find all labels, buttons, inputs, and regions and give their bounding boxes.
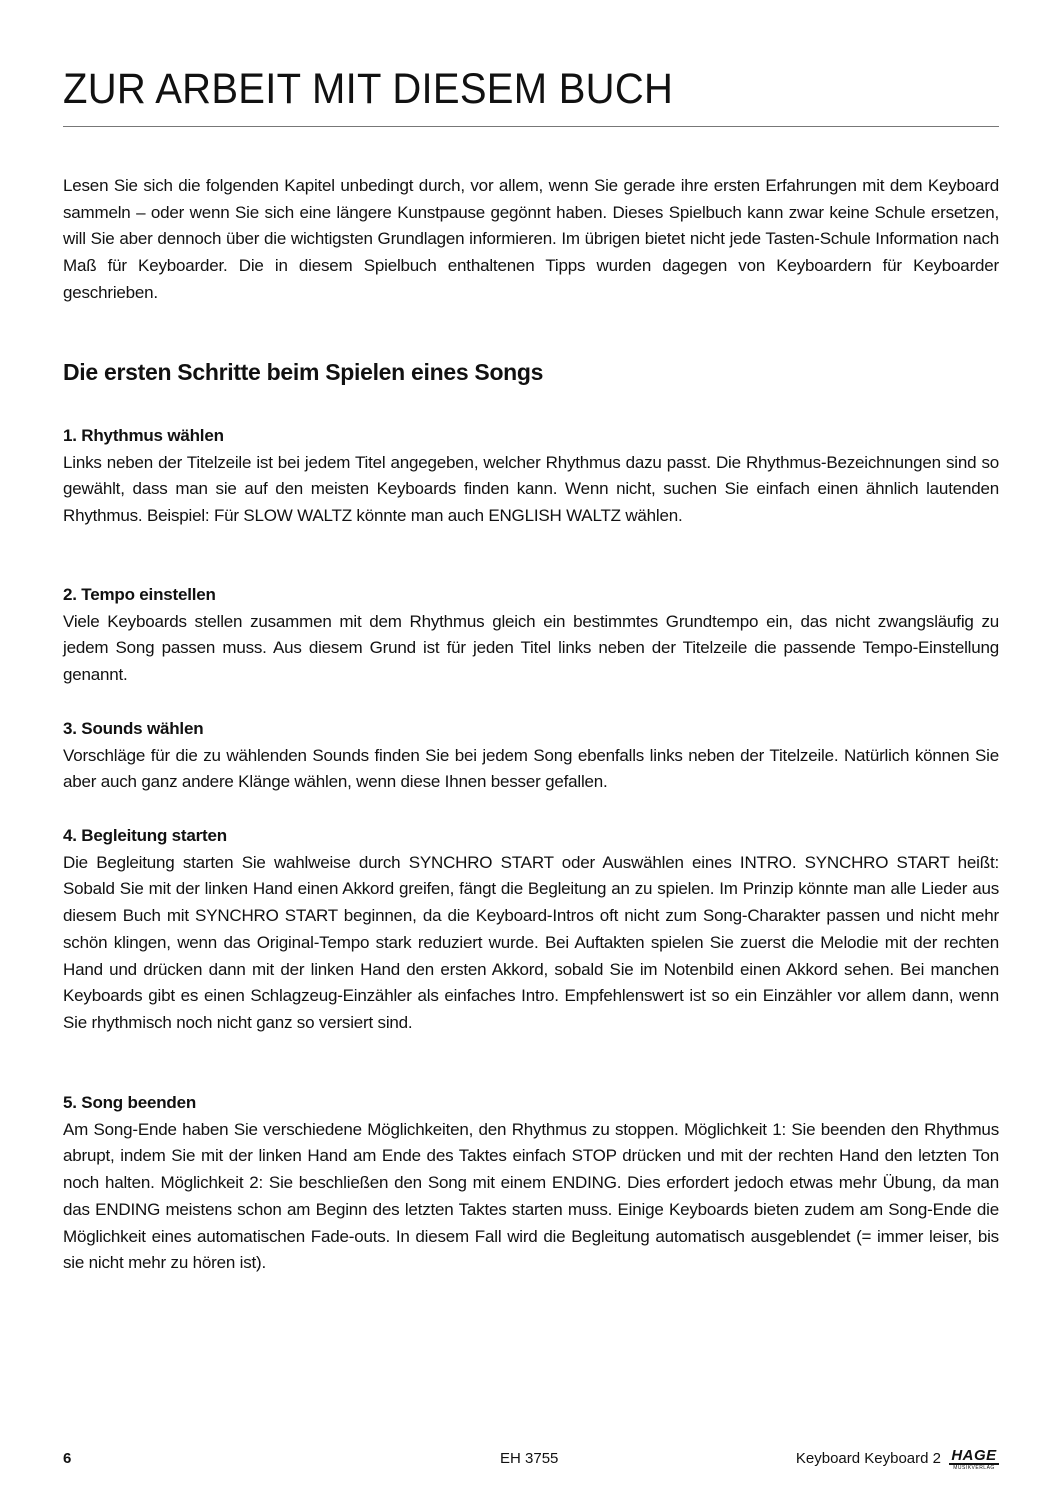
step-ending <box>63 1090 999 1277</box>
section-heading: Die ersten Schritte beim Spielen eines Songs <box>63 359 544 385</box>
logo-subtext: MUSIKVERLAG <box>953 1465 995 1471</box>
page-footer <box>63 1448 999 1472</box>
step-sounds <box>63 716 999 796</box>
step-heading: 3. Sounds wählen <box>63 719 204 738</box>
step-body: Die Begleitung starten Sie wahlweise durch SYNCHRO START oder Auswählen eines INTRO. SYNCHRO START heißt: Sobald Sie mit der linken Hand einen Akkord greifen, fängt die Begleitung an zu spielen. Im Prinzip könnte man alle Lieder aus diesem Buch mit SYNCHRO START beginnen, da die Keyboard-Intros oft nicht zum Song-Charakter passen und nicht mehr schön klingen, wenn das Original-Tempo stark reduziert wurde. Bei Auftakten spielen Sie zuerst die Melodie mit der rechten Hand und drücken dann mit der linken Hand den ersten Akkord, sobald Sie im Notenbild einen Akkord sehen. Bei manchen Keyboards gibt es einen Schlagzeug-Einzähler als einfaches Intro. Empfehlenswert ist so ein Einzähler vor allem dann, wenn Sie rhythmisch noch nicht ganz so versiert sind. <box>63 852 999 1032</box>
intro-paragraph: Lesen Sie sich die folgenden Kapitel unbedingt durch, vor allem, wenn Sie gerade ihre ersten Erfahrungen mit dem Keyboard sammeln – oder wenn Sie sich eine längere Kunstpause gegönnt haben. Dieses Spielbuch kann zwar keine Schule ersetzen, will Sie aber dennoch über die wichtigsten Grundlagen informieren. Im übrigen bietet nicht jede Tasten-Schule Information nach Maß für Keyboarder. Die in diesem Spielbuch enthaltenen Tipps wurden dagegen von Keyboardern für Keyboarder geschrieben. <box>63 176 999 302</box>
step-body: Links neben der Titelzeile ist bei jedem Titel angegeben, welcher Rhythmus dazu passt. Die Rhythmus-Bezeichnungen sind so gewählt, dass man sie auf den meisten Keyboards finden kann. Wenn nicht, suchen Sie einfach einen ähnlich lautenden Rhythmus. Beispiel: Für SLOW WALTZ könnte man auch ENGLISH WALTZ wählen. <box>63 452 999 526</box>
step-heading: 1. Rhythmus wählen <box>63 426 224 445</box>
step-heading: 4. Begleitung starten <box>63 826 227 845</box>
step-heading: 2. Tempo einstellen <box>63 585 216 604</box>
step-accompaniment <box>63 823 999 1037</box>
step-rhythm <box>63 423 999 530</box>
book-title: Keyboard Keyboard 2 <box>795 1450 941 1467</box>
step-tempo <box>63 582 999 689</box>
logo-word: HAGE <box>949 1448 999 1465</box>
catalog-number: EH 3755 <box>500 1450 559 1467</box>
title-divider <box>63 126 999 127</box>
step-body: Am Song-Ende haben Sie verschiedene Möglichkeiten, den Rhythmus zu stoppen. Möglichkeit 1: Sie beenden den Rhythmus abrupt, indem Sie mit der linken Hand am Ende des Taktes einfach STOP drücken und mit der rechten Hand den letzten Ton noch halten. Möglichkeit 2: Sie beschließen den Song mit einem ENDING. Dies erfordert jedoch etwas mehr Übung, da man das ENDING meistens schon am Beginn des letzten Taktes starten muss. Einige Keyboards bieten zudem am Song-Ende die Möglichkeit eines automatischen Fade-outs. In diesem Fall wird die Begleitung automatisch ausgeblendet (= immer leiser, bis sie nicht mehr zu hören ist). <box>63 1119 999 1273</box>
page-number: 6 <box>63 1450 72 1467</box>
step-heading: 5. Song beenden <box>63 1093 197 1112</box>
publisher-logo <box>949 1448 999 1472</box>
step-body: Vorschläge für die zu wählenden Sounds finden Sie bei jedem Song ebenfalls links neben der Titelzeile. Natürlich können Sie aber auch ganz andere Klänge wählen, wenn diese Ihnen besser gefallen. <box>63 745 999 792</box>
step-body: Viele Keyboards stellen zusammen mit dem Rhythmus gleich ein bestimmtes Grundtempo ein, das nicht zwangsläufig zu jedem Song passen muss. Aus diesem Grund ist für jeden Titel links neben der Titelzeile die passende Tempo-Einstellung genannt. <box>63 611 999 685</box>
page-title: ZUR ARBEIT MIT DIESEM BUCH <box>63 65 674 113</box>
